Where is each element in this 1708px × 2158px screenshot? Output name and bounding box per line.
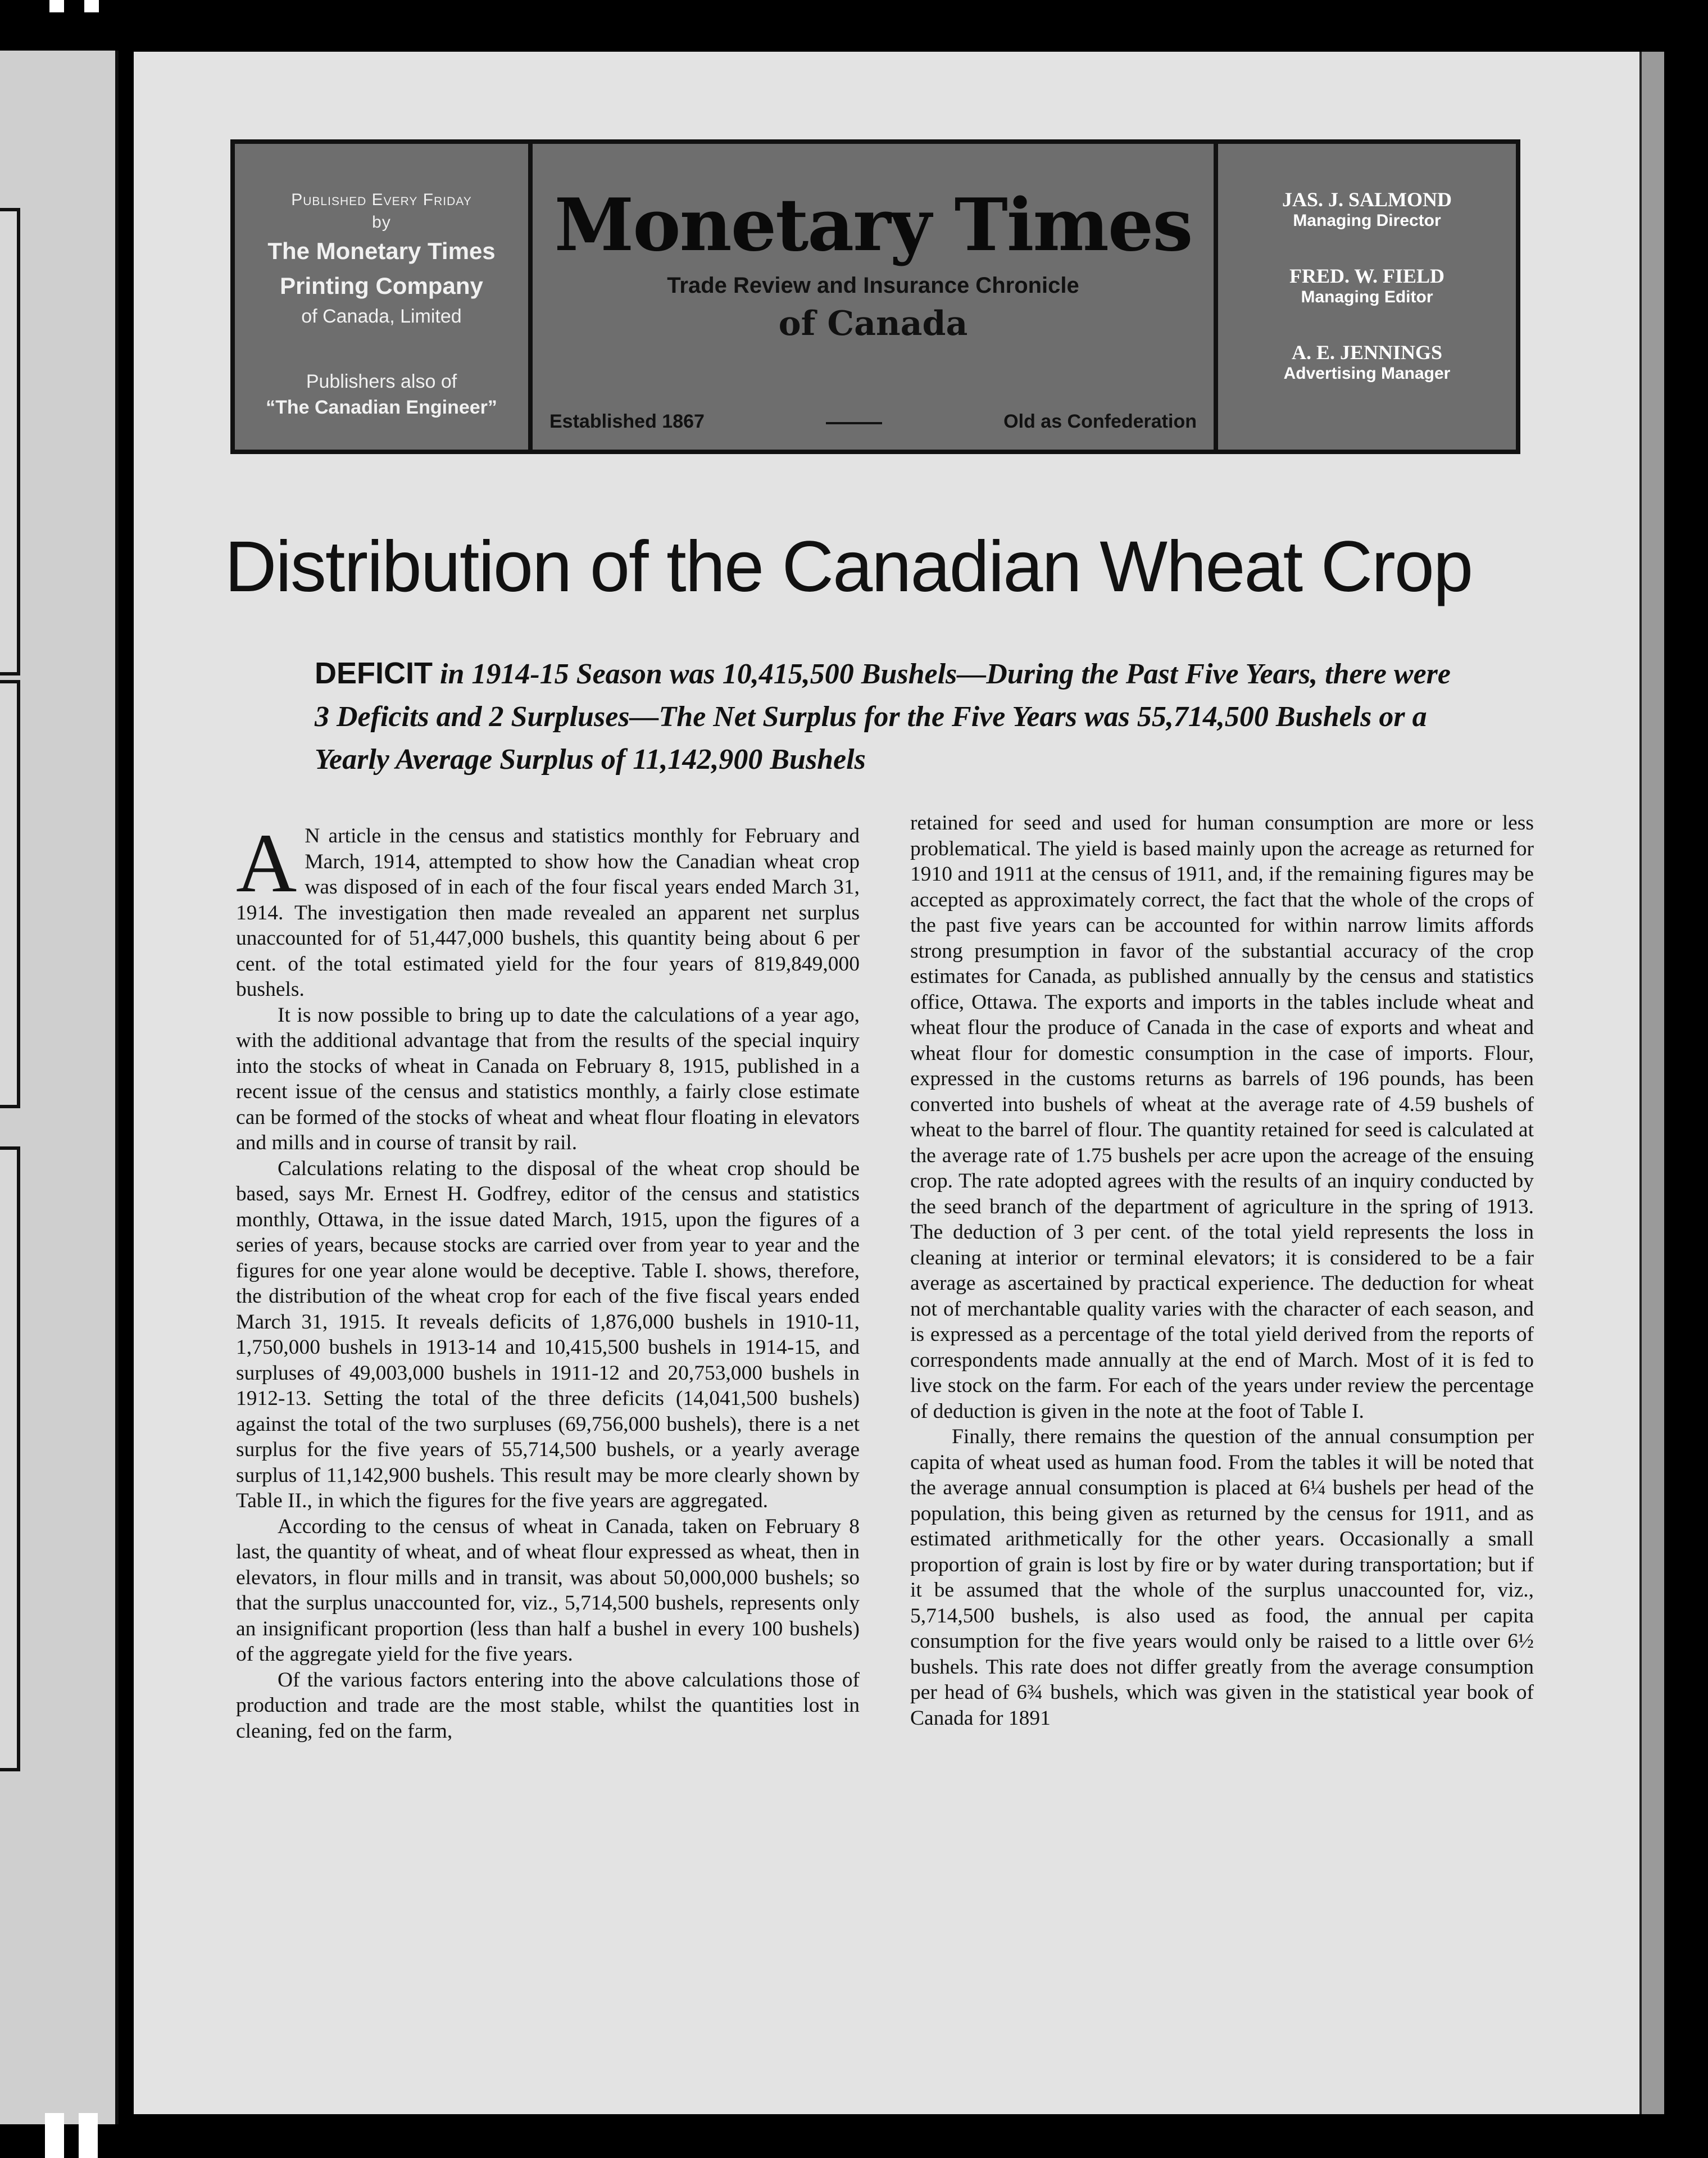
left-page-box (0, 208, 20, 675)
staff-name: JAS. J. SALMOND (1282, 188, 1452, 211)
newspaper-of-canada: of Canada (778, 304, 968, 343)
by-line: by (372, 213, 391, 232)
newspaper-title: Monetary Times (554, 183, 1192, 268)
film-mark (49, 0, 64, 12)
masthead-title-block (533, 144, 1218, 450)
also-publishers: Publishers also of (306, 371, 457, 392)
published-line: Published Every Friday (291, 191, 472, 209)
publisher-name-3: of Canada, Limited (301, 306, 462, 327)
paragraph-text: N article in the census and statistics monthly for February and March, 1914, attempted to show how the Canadian wheat crop was disposed of in each of the four fiscal years ended March 31, 1914. The investigation then made revealed an apparent net surplus unaccounted for of 51,447,000 bushels, this quantity being about 6 per cent. of the total estimated yield for the four years of 819,849,000 bushels. (236, 824, 860, 1001)
drop-cap: A (236, 817, 297, 910)
paragraph: According to the census of wheat in Canada, taken on February 8 last, the quantity of wheat, and of wheat flour expressed as wheat, then in elevators, in flour mills and in transit, was about 50,000,000 bushels; so that the surplus unaccounted for, viz., 5,714,500 bushels, represents only an insignificant proportion (less than half a bushel in every 100 bushels) of the aggregate yield for the five years. (236, 1515, 860, 1666)
article-subhead (315, 652, 1461, 781)
left-page-edge (0, 51, 119, 2124)
established-line: Established 1867 (549, 411, 705, 432)
left-page-box (0, 1146, 20, 1771)
film-mark (79, 2113, 98, 2158)
newspaper-subtitle: Trade Review and Insurance Chronicle (667, 273, 1079, 298)
old-as-confederation: Old as Confederation (1003, 411, 1197, 432)
staff-name: FRED. W. FIELD (1289, 265, 1445, 287)
film-mark (84, 0, 99, 12)
article-column-2 (910, 810, 1534, 1731)
subhead-text: in 1914-15 Season was 10,415,500 Bushels—During the Past Five Years, there were 3 Deficits and 2 Surpluses—The Net Surplus for the Five Years was 55,714,500 Bushels or a Yearly Average Surplus of 11,142,900 Bushels (315, 658, 1451, 776)
staff-name: A. E. JENNINGS (1291, 341, 1443, 364)
canadian-engineer: “The Canadian Engineer” (266, 397, 497, 418)
masthead-rule (826, 422, 882, 433)
staff-role: Advertising Manager (1283, 364, 1451, 383)
publisher-name-1: The Monetary Times (267, 238, 496, 264)
paragraph: Calculations relating to the disposal of the wheat crop should be based, says Mr. Ernest H. Godfrey, editor of the census and statistics monthly, Ottawa, in the issue dated March, 1915, upon the figures of a series of years, because stocks are carried over from year to year and the figures for one year alone would be deceptive. Table I. shows, therefore, the distribution of the wheat crop for each of the five fiscal years ended March 31, 1915. It reveals deficits of 1,876,000 bushels in 1910-11, 1,750,000 bushels in 1913-14 and 10,415,500 bushels in 1914-15, and surpluses of 49,003,000 bushels in 1911-12 and 20,753,000 bushels in 1912-13. Setting the total of the three deficits (14,041,500 bushels) against the total of the two surpluses (69,756,000 bushels), there is a net surplus for the five years of 55,714,500 bushels, or a yearly average surplus of 11,142,900 bushels. This result may be more clearly shown by Table II., in which the figures for the five years are aggregated. (236, 1157, 860, 1512)
subhead-lead-word: DEFICIT (315, 656, 433, 690)
masthead-staff (1218, 144, 1516, 450)
staff-role: Managing Editor (1301, 288, 1433, 306)
staff-role: Managing Director (1293, 211, 1441, 230)
paragraph: Finally, there remains the question of the annual consumption per capita of wheat used as human food. From the tables it will be noted that the average annual consumption is placed at 6¼ bushels per head of the population, this being given as returned by the census for 1911, and as estimated arithmetically for the other years. Occasionally a small proportion of grain is lost by fire or by water during transportation; but if it be assumed that the whole of the surplus unaccounted for, viz., 5,714,500 bushels, is also used as food, the annual per capita consumption for the five years would only be raised to a little over 6½ bushels. This rate does not differ greatly from the average consumption per head of 6¾ bushels, which was given in the statistical year book of Canada for 1891 (910, 1425, 1534, 1730)
publisher-name-2: Printing Company (280, 273, 483, 299)
paragraph: It is now possible to bring up to date the calculations of a year ago, with the additional advantage that from the results of the special inquiry into the stocks of wheat in Canada on February 8, 1915, published in a recent issue of the census and statistics monthly, a fairly close estimate can be formed of the stocks of wheat and wheat flour floating in elevators and mills and in course of transit by rail. (236, 1003, 860, 1154)
left-page-box (0, 680, 20, 1108)
article-headline: Distribution of the Canadian Wheat Crop (225, 527, 1473, 607)
masthead (230, 139, 1520, 454)
masthead-publisher (235, 144, 533, 450)
right-page-edge (1639, 52, 1664, 2114)
article-column-1 (236, 817, 860, 1744)
film-mark (45, 2113, 64, 2158)
paragraph (236, 817, 860, 1003)
paragraph: retained for seed and used for human consumption are more or less problematical. The yield is based mainly upon the acreage as returned for 1910 and 1911 at the census of 1911, and, if the remaining figures may be accepted as approximately correct, the fact that the whole of the crops of the past five years can be accounted for within narrow limits affords strong presumption in favor of the substantial accuracy of the crop estimates for Canada, as published annually by the census and statistics office, Ottawa. The exports and imports in the tables include wheat and wheat flour the produce of Canada in the case of exports and wheat and wheat flour for domestic consumption in the case of imports. Flour, expressed in the customs returns as barrels of 196 pounds, has been converted into bushels of wheat at the average rate of 4.59 bushels of wheat to the barrel of flour. The quantity retained for seed is calculated at the average rate of 1.75 bushels per acre upon the acreage of the ensuing crop. The rate adopted agrees with the results of an inquiry conducted by the seed branch of the department of agriculture in the spring of 1913. The deduction of 3 per cent. of the total yield represents the loss in cleaning at interior or terminal elevators; it is considered to be a fair average as ascertained by practical experience. The deduction for wheat not of merchantable quality varies with the character of each season, and is expressed as a percentage of the total yield derived from the reports of correspondents made annually at the end of March. Most of it is fed to live stock on the farm. For each of the years under review the percentage of deduction is given in the note at the foot of Table I. (910, 811, 1534, 1423)
paragraph: Of the various factors entering into the above calculations those of production and trade are the most stable, whilst the quantities lost in cleaning, fed on the farm, (236, 1668, 860, 1743)
